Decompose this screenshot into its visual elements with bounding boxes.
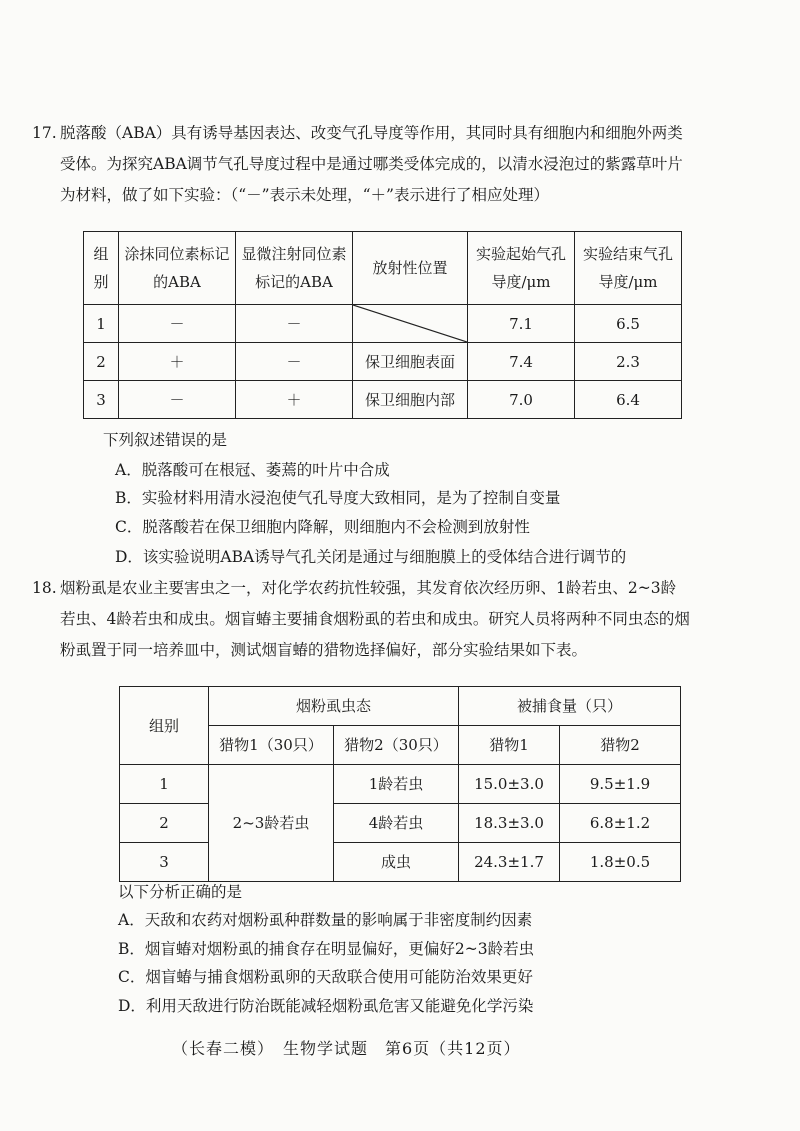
table-cell: 保卫细胞内部 bbox=[353, 381, 468, 419]
table-cell: 2 bbox=[120, 804, 209, 843]
table-cell: 24.3±1.7 bbox=[459, 843, 560, 882]
table-cell: 7.1 bbox=[468, 305, 575, 343]
table-cell: 9.5±1.9 bbox=[560, 765, 681, 804]
page-footer: （长春二模） 生物学试题 第6页（共12页） bbox=[172, 1039, 521, 1058]
table-header: 猎物2（30只） bbox=[334, 726, 459, 765]
table-cell: － bbox=[236, 305, 353, 343]
table-cell: 保卫细胞表面 bbox=[353, 343, 468, 381]
table-cell: 7.4 bbox=[468, 343, 575, 381]
table-header: 被捕食量（只） bbox=[459, 687, 681, 726]
table-header: 显微注射同位素标记的ABA bbox=[236, 232, 353, 305]
table-cell: 2 bbox=[84, 343, 119, 381]
diagonal-empty-cell bbox=[353, 305, 468, 343]
experiment-table bbox=[83, 231, 682, 419]
question-number: 17. bbox=[32, 124, 57, 142]
table-header: 放射性位置 bbox=[353, 232, 468, 305]
option-b: B．实验材料用清水浸泡使气孔导度大致相同，是为了控制自变量 bbox=[115, 489, 561, 507]
predation-table bbox=[119, 686, 681, 882]
table-header: 猎物2 bbox=[560, 726, 681, 765]
table-cell: 3 bbox=[84, 381, 119, 419]
table-cell: 1龄若虫 bbox=[334, 765, 459, 804]
option-d: D．利用天敌进行防治既能减轻烟粉虱危害又能避免化学污染 bbox=[118, 997, 534, 1015]
question-number: 18. bbox=[32, 579, 57, 597]
table-row bbox=[84, 343, 682, 381]
table-cell: － bbox=[119, 381, 236, 419]
table-header: 实验结束气孔导度/μm bbox=[575, 232, 682, 305]
table-header: 组别 bbox=[84, 232, 119, 305]
table-cell: － bbox=[119, 305, 236, 343]
table-cell: 3 bbox=[120, 843, 209, 882]
table-row bbox=[120, 804, 681, 843]
table-header: 猎物1 bbox=[459, 726, 560, 765]
table-cell: 2.3 bbox=[575, 343, 682, 381]
table-header: 涂抹同位素标记的ABA bbox=[119, 232, 236, 305]
option-c: C．烟盲蝽与捕食烟粉虱卵的天敌联合使用可能防治效果更好 bbox=[118, 968, 533, 986]
table-row bbox=[120, 843, 681, 882]
table-header: 猎物1（30只） bbox=[209, 726, 334, 765]
table-cell: 6.4 bbox=[575, 381, 682, 419]
option-a: A．脱落酸可在根冠、萎蔫的叶片中合成 bbox=[115, 461, 390, 479]
option-d: D．该实验说明ABA诱导气孔关闭是通过与细胞膜上的受体结合进行调节的 bbox=[115, 548, 627, 566]
table-cell: 7.0 bbox=[468, 381, 575, 419]
question-17 bbox=[32, 118, 690, 211]
question-18 bbox=[32, 573, 690, 666]
table-cell: 1 bbox=[84, 305, 119, 343]
table-cell: 1 bbox=[120, 765, 209, 804]
option-b: B．烟盲蝽对烟粉虱的捕食存在明显偏好，更偏好2~3龄若虫 bbox=[118, 940, 535, 958]
table-row bbox=[84, 305, 682, 343]
question-stem: 烟粉虱是农业主要害虫之一，对化学农药抗性较强，其发育依次经历卵、1龄若虫、2~3龄若虫、4龄若虫和成虫。烟盲蝽主要捕食烟粉虱的若虫和成虫。研究人员将两种不同虫态的烟粉虱置于同一培养皿中，测试烟盲蝽的猎物选择偏好，部分实验结果如下表。 bbox=[60, 579, 690, 659]
table-cell: ＋ bbox=[236, 381, 353, 419]
table-cell: 2~3龄若虫 bbox=[209, 765, 334, 882]
table-row bbox=[120, 765, 681, 804]
table-cell: 6.8±1.2 bbox=[560, 804, 681, 843]
table-cell: 1.8±0.5 bbox=[560, 843, 681, 882]
table-cell: 4龄若虫 bbox=[334, 804, 459, 843]
question-stem: 脱落酸（ABA）具有诱导基因表达、改变气孔导度等作用，其同时具有细胞内和细胞外两类受体。为探究ABA调节气孔导度过程中是通过哪类受体完成的，以清水浸泡过的紫露草叶片为材料，做了如下实验：（“－”表示未处理，“＋”表示进行了相应处理） bbox=[60, 124, 683, 204]
table-cell: 18.3±3.0 bbox=[459, 804, 560, 843]
question-prompt: 以下分析正确的是 bbox=[118, 883, 243, 901]
table-row bbox=[84, 381, 682, 419]
option-c: C．脱落酸若在保卫细胞内降解，则细胞内不会检测到放射性 bbox=[115, 518, 530, 536]
table-cell: － bbox=[236, 343, 353, 381]
option-a: A．天敌和农药对烟粉虱种群数量的影响属于非密度制约因素 bbox=[118, 911, 533, 929]
table-cell: 成虫 bbox=[334, 843, 459, 882]
table-cell: 6.5 bbox=[575, 305, 682, 343]
table-header: 实验起始气孔导度/μm bbox=[468, 232, 575, 305]
table-header: 组别 bbox=[120, 687, 209, 765]
table-cell: 15.0±3.0 bbox=[459, 765, 560, 804]
question-prompt: 下列叙述错误的是 bbox=[103, 431, 228, 449]
table-header: 烟粉虱虫态 bbox=[209, 687, 459, 726]
table-cell: ＋ bbox=[119, 343, 236, 381]
